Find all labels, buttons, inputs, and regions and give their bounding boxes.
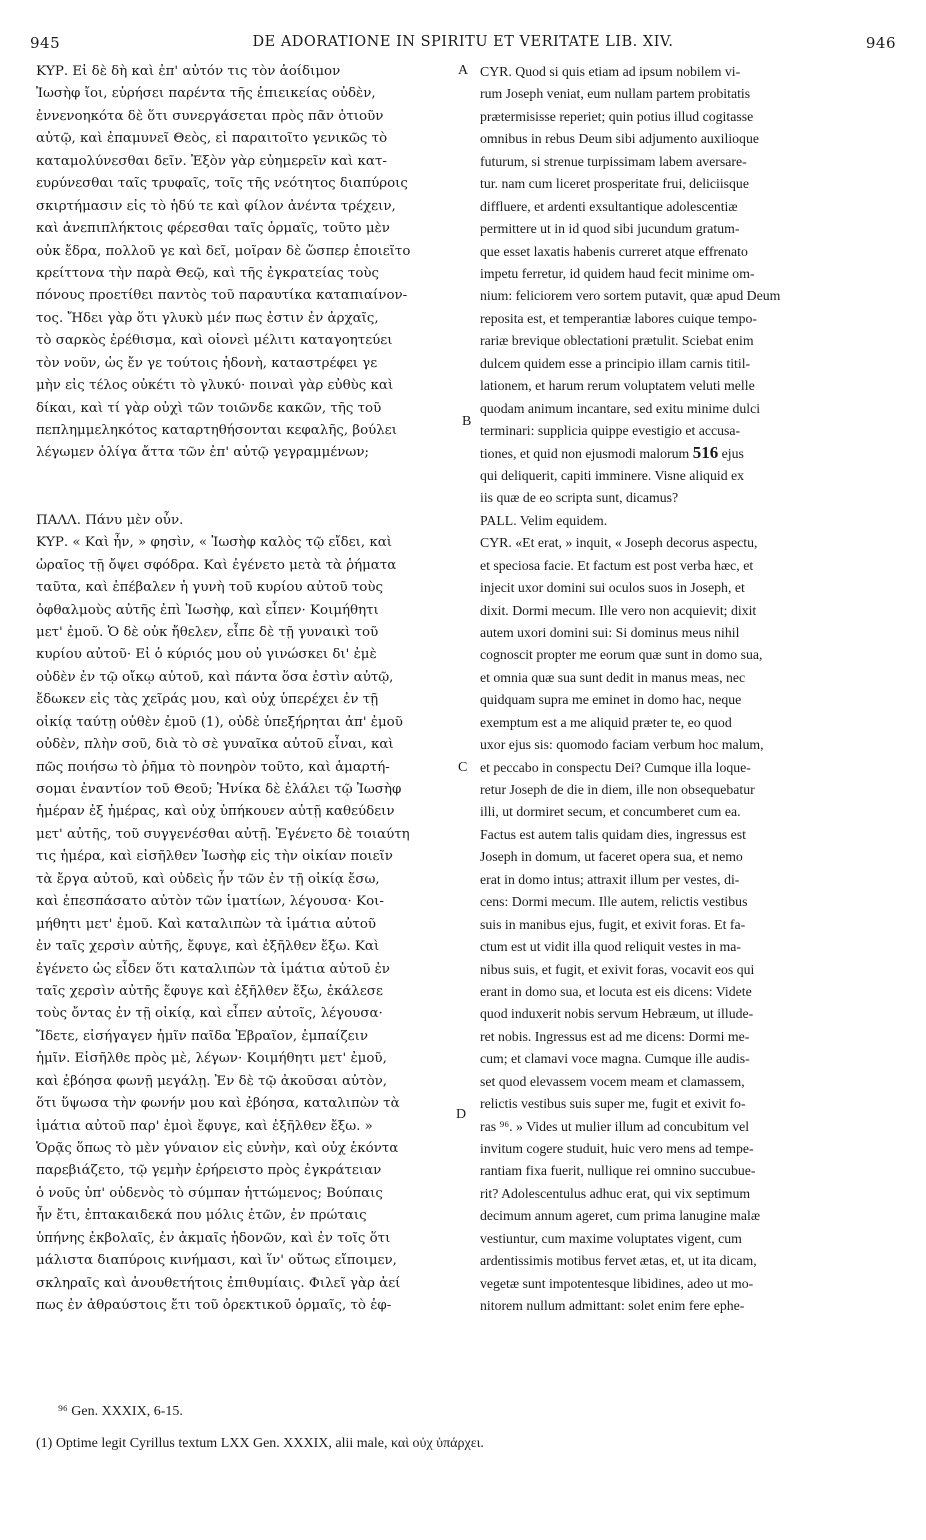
latin-text-line: exemptum est a me aliquid præter te, eo quod	[480, 714, 732, 730]
page-number-right: 946	[865, 34, 896, 52]
greek-text-line: ΠΑΛΛ. Πάνυ μὲν οὖν.	[36, 512, 184, 528]
latin-text-line: et omnia quæ sua sunt dedit in manus meas, nec	[480, 669, 746, 685]
latin-text-line: Joseph in domum, ut faceret opera sua, et nemo	[480, 849, 743, 865]
greek-text-line: οὐκ ἔδρα, πολλοῦ γε καὶ δεῖ, μοῖραν δὲ ὥσπερ ἐποιεῖτο	[36, 243, 411, 259]
greek-text-line: σκιρτήμασιν εἰς τὸ ἡδύ τε καὶ φίλον ἀνέντα τρέχειν,	[36, 198, 396, 214]
latin-text-line: Factus est autem talis quidam dies, ingressus est	[480, 826, 746, 842]
greek-text-line: λέγωμεν ὀλίγα ἄττα τῶν ἐπ' αὐτῷ γεγραμμένων;	[36, 445, 369, 461]
footnote-96: ⁹⁶ Gen. XXXIX, 6-15.	[58, 1404, 183, 1419]
greek-text-line: οὐδὲν, πλὴν σοῦ, διὰ τὸ σὲ γυναῖκα αὐτοῦ εἶναι, καὶ	[36, 737, 394, 753]
greek-text-line: ἡμέραν ἐξ ἡμέρας, καὶ οὐχ ὑπήκουεν αὐτῇ καθεύδειν	[36, 804, 395, 820]
greek-text-line: μάλιστα διαπύροις κινήμασι, καὶ ἵν' οὕτως εἴποιμεν,	[36, 1253, 397, 1269]
greek-text-line: ευρύνεσθαι ταῖς τρυφαῖς, τοῖς τῆς νεότητος διαπύροις	[36, 176, 408, 192]
latin-text-line: vestiuntur, cum maxime voluptates vigent, cum	[480, 1230, 742, 1246]
latin-text-line: cognoscit propter me eorum quæ sunt in domo sua,	[480, 647, 763, 663]
latin-text-line: iis quæ de eo scripta sunt, dicamus?	[480, 490, 679, 506]
greek-text-line: ταῦτα, καὶ ἐπέβαλεν ἡ γυνὴ τοῦ κυρίου αὐτοῦ τοὺς	[36, 580, 383, 596]
greek-text-line: καὶ ἀνεπιπλήκτοις φέρεσθαι ταῖς ὁρμαῖς, τοῦτο μὲν	[36, 221, 390, 237]
margin-marker-b: B	[462, 414, 472, 429]
latin-column	[480, 61, 892, 1318]
latin-text-line: quidquam supra me eminet in domo hac, neque	[480, 692, 742, 708]
footnote-1: (1) Optime legit Cyrillus textum LXX Gen. XXXIX, alii male, καὶ οὐχ ὑπάρχει.	[36, 1436, 484, 1451]
latin-text-line: reposita est, et temperantiæ labores cuique tempo-	[480, 310, 757, 326]
latin-text-line: erant in domo sua, et locuta est eis dicens: Videte	[480, 983, 752, 999]
latin-text-line: dixit. Dormi mecum. Ille vero non acquievit; dixit	[480, 602, 757, 618]
greek-text-line: ἦν ἔτι, ἑπτακαιδεκά που μόλις ἐτῶν, ἐν πρώταις	[36, 1208, 367, 1224]
greek-text-line: πεπλημμεληκότος καταρτηθήσονται κεφαλῆς, βούλει	[36, 423, 397, 438]
latin-text-line: ctum est ut vidit illa quod reliquit vestes in ma-	[480, 939, 741, 955]
greek-text-line: ὑπήνης ἐκβολαῖς, ἐν ἀκμαῖς ἡδονῶν, καὶ ἐν τοῖς ὅτι	[36, 1230, 391, 1246]
greek-text-line: οὐδὲν ἐν τῷ οἴκῳ αὐτοῦ, καὶ πάντα ὅσα ἐστὶν αὐτῷ,	[36, 669, 394, 685]
greek-text-line: ταῖς χερσὶν αὐτῆς ἔφυγε καὶ ἐξῆλθεν ἔξω, ἐκάλεσε	[36, 983, 383, 999]
latin-text-line: autem uxori domini sui: Si dominus meus nihil	[480, 624, 740, 640]
latin-text-line: CYR. Quod si quis etiam ad ipsum nobilem vi-	[480, 64, 741, 79]
latin-text-line: ret nobis. Ingressus est ad me dicens: Dormi me-	[480, 1028, 750, 1044]
greek-text-line: μὴν εἰς τέλος οὐκέτι τὸ γλυκύ· ποιναὶ γὰρ εὐθὺς καὶ	[36, 378, 394, 394]
latin-text-line: decimum annum ageret, cum prima lanugine malæ	[480, 1208, 761, 1224]
greek-text-line: τὸν νοῦν, ὡς ἔν γε τούτοις ἡδονὴ, καταστρέφει γε	[36, 355, 378, 371]
latin-text-line: terminari: supplicia quippe evestigio et accusa-	[480, 423, 741, 438]
latin-text-line: relictis vestibus suis super me, fugit et exivit fo-	[480, 1096, 746, 1112]
latin-text-line: qui deliquerit, capiti imminere. Visne aliquid ex	[480, 467, 745, 483]
greek-text-line: καὶ ἐβόησα φωνῇ μεγάλῃ. Ἐν δὲ τῷ ἀκοῦσαι αὐτὸν,	[36, 1073, 388, 1089]
margin-marker-c: C	[458, 760, 468, 775]
running-title: DE ADORATIONE IN SPIRITU ET VERITATE LIB. XIV.	[252, 34, 674, 50]
greek-text-line: ἐν ταῖς χερσὶν αὐτῆς, ἔφυγε, καὶ ἐξῆλθεν ἔξω. Καὶ	[36, 939, 380, 955]
latin-text-line: prætermisisse reperiet; quin potius illud cogitasse	[480, 108, 754, 124]
latin-text-line: injecit uxor domini sui oculos suos in Joseph, et	[480, 580, 745, 596]
latin-text-line: invitum cogere studuit, huic vero mens ad tempe-	[480, 1141, 754, 1156]
greek-text-line: πως ἐν ἀθραύστοις ἔτι τοῦ ὀρεκτικοῦ ὁρμαῖς, τὸ ἐφ-	[36, 1298, 392, 1314]
greek-text-line: πῶς ποιήσω τὸ ῥῆμα τὸ πονηρὸν τοῦτο, καὶ ἁμαρτή-	[36, 759, 390, 775]
latin-text-line: dulcem quidem esse a principio illam carnis titil-	[480, 355, 751, 371]
greek-text-line: μήθητι μετ' ἐμοῦ. Καὶ καταλιπὼν τὰ ἱμάτια αὐτοῦ	[36, 916, 377, 932]
latin-text-line: tiones, et quid non ejusmodi malorum 516 ejus	[480, 443, 744, 463]
greek-text-line: καταμολύνεσθαι δεῖν. Ἐξὸν γὰρ εὐημερεῖν καὶ κατ-	[36, 153, 387, 169]
latin-text-line: rantiam fixa fuerit, nullique rei omnino succubue-	[480, 1163, 756, 1179]
latin-text-line: illi, ut dormiret secum, et concumberet cum ea.	[480, 804, 741, 820]
latin-text-line: ras ⁹⁶. » Vides ut mulier illum ad concubitum vel	[480, 1118, 750, 1134]
greek-text-line: Ἰωσὴφ ἴοι, εὑρήσει παρέντα τῆς ἐπιεικείας οὐδὲν,	[36, 86, 376, 102]
greek-text-line: ὀφθαλμοὺς αὐτῆς ἐπὶ Ἰωσὴφ, καὶ εἶπεν· Κοιμήθητι	[36, 602, 379, 618]
page-number-left: 945	[30, 34, 61, 52]
latin-text-line: et speciosa facie. Et factum est post verba hæc, et	[480, 557, 754, 573]
greek-text-line: μετ' αὐτῆς, τοῦ συγγενέσθαι αὐτῇ. Ἐγένετο δὲ τοιαύτη	[36, 826, 410, 842]
greek-text-line: τις ἡμέρα, καὶ εἰσῆλθεν Ἰωσὴφ εἰς τὴν οἰκίαν ποιεῖν	[36, 849, 393, 865]
greek-text-line: ἡμῖν. Εἰσῆλθε πρὸς μὲ, λέγων· Κοιμήθητι μετ' ἐμοῦ,	[36, 1051, 387, 1067]
greek-text-line: Ὁρᾷς ὅπως τὸ μὲν γύναιον εἰς εὐνὴν, καὶ οὐχ ἑκόντα	[36, 1141, 399, 1156]
greek-text-line: ὁ νοῦς ὑπ' οὐδενὸς τὸ σύμπαν ἡττώμενος; Βούπαις	[36, 1185, 383, 1201]
greek-text-line: τος. Ἤδει γὰρ ὅτι γλυκὺ μέν πως ἐστιν ἐν ἀρχαῖς,	[36, 310, 379, 326]
greek-text-line: σκληραῖς καὶ ἀνουθετήτοις ἐπιθυμίαις. Φιλεῖ γὰρ ἀεί	[36, 1275, 401, 1291]
greek-text-line: αὐτῷ, καὶ ἐπαμυνεῖ Θεὸς, εἰ παραιτοῖτο γενικῶς τὸ	[36, 131, 388, 147]
greek-text-line: ἐγένετο ὡς εἶδεν ὅτι καταλιπὼν τὰ ἱμάτια αὐτοῦ ἐν	[36, 961, 390, 977]
latin-text-line: tur. nam cum liceret prosperitate frui, deliciisque	[480, 176, 749, 192]
latin-text-line: diffluere, et ardenti exsultantique adolescentiæ	[480, 198, 738, 214]
latin-text-line: retur Joseph de die in diem, ille non obsequebatur	[480, 782, 755, 797]
latin-text-line: impetu ferretur, id quidem haud fecit minime om-	[480, 265, 755, 281]
latin-text-line: omnibus in rebus Deum sibi adjumento auxilioque	[480, 131, 759, 147]
latin-text-line: PALL. Velim equidem.	[480, 512, 608, 528]
margin-marker-a: A	[458, 63, 469, 78]
greek-text-line: μετ' ἐμοῦ. Ὁ δὲ οὐκ ἤθελεν, εἶπε δὲ τῇ γυναικὶ τοῦ	[36, 624, 379, 640]
greek-text-line: πόνους προετίθει παντὸς τοῦ παραυτίκα καταπιαίνον-	[36, 288, 408, 304]
page-reference-number: 516	[692, 443, 719, 463]
greek-column	[36, 61, 456, 1318]
latin-text-line: nitorem nullum admittant: solet enim fere ephe-	[480, 1298, 745, 1314]
greek-text-line: κυρίου αὐτοῦ· Εἰ ὁ κύριός μου οὐ γινώσκει δι' ἐμὲ	[36, 647, 377, 663]
latin-text-line: quodam animum incantare, sed exitu minime dulci	[480, 400, 761, 416]
latin-text-line: nibus suis, et fugit, et exivit foras, vocavit eos qui	[480, 961, 755, 977]
greek-text-line: ὅτι ὕψωσα τὴν φωνήν μου καὶ ἐβόησα, καταλιπὼν τὰ	[36, 1096, 400, 1112]
greek-text-line: κρείττονα τὴν παρὰ Θεῷ, καὶ τῆς ἐγκρατείας τοὺς	[36, 265, 380, 281]
greek-text-line: τοὺς ὄντας ἐν τῇ οἰκίᾳ, καὶ εἶπεν αὐτοῖς, λέγουσα·	[36, 1006, 383, 1022]
greek-text-line: δίκαι, καὶ τί γὰρ οὐχὶ τῶν τοιῶνδε κακῶν, τῆς τοῦ	[36, 400, 382, 416]
latin-text-line: cens: Dormi mecum. Ille autem, relictis vestibus	[480, 894, 748, 910]
latin-text-line: nium: feliciorem vero sortem putavit, quæ apud Deum	[480, 288, 781, 304]
greek-text-line: τὰ ἔργα αὐτοῦ, καὶ οὐδεὶς ἦν τῶν ἐν τῇ οἰκίᾳ ἔσω,	[36, 871, 380, 887]
greek-text-line: τὸ σαρκὸς ἐρέθισμα, καὶ οἱονεὶ μέλιτι καταγοητεύει	[36, 333, 393, 349]
latin-text-line: set quod elevassem vocem meam et clamassem,	[480, 1073, 745, 1089]
latin-text-line: erat in domo intus; attraxit illum per vestes, di-	[480, 871, 740, 887]
greek-text-line	[36, 465, 456, 487]
greek-text-line: ΚΥΡ. Εἰ δὲ δὴ καὶ ἐπ' αὐτόν τις τὸν ἀοίδιμον	[36, 64, 341, 79]
greek-text-line: ἔδωκεν εἰς τὰς χεῖράς μου, καὶ οὐχ ὑπερέχει ἐν τῇ	[36, 692, 379, 708]
latin-text-line: suis in manibus ejus, fugit, et exivit foras. Et fa-	[480, 916, 746, 932]
greek-text-line: καὶ ἐπεσπάσατο αὐτὸν τῶν ἱματίων, λέγουσα· Κοι-	[36, 894, 384, 910]
latin-text-line: et peccabo in conspectu Dei? Cumque illa loque-	[480, 759, 751, 775]
latin-text-line: ardentissimis motibus fervet ætas, et, ut ita dicam,	[480, 1253, 757, 1269]
latin-text-line: lationem, et harum rerum voluptatem veluti melle	[480, 378, 755, 394]
page-header	[30, 34, 896, 56]
margin-marker-d: D	[456, 1107, 467, 1122]
latin-text-line: futurum, si strenue turpissimam labem aversare-	[480, 153, 747, 169]
latin-text-line: uxor ejus sis: quomodo faciam verbum hoc malum,	[480, 737, 764, 753]
latin-text-line: quod induxerit nobis servum Hebræum, ut illude-	[480, 1006, 754, 1022]
greek-text-line: ὡραῖος τῇ ὄψει σφόδρα. Καὶ ἐγένετο μετὰ τὰ ῥήματα	[36, 557, 397, 573]
latin-text-line: que esset laxatis habenis curreret atque effrenato	[480, 243, 748, 259]
greek-text-line: ἐννενοηκότα δὲ ὅτι συνεργάσεται πρὸς πᾶν ὁτιοῦν	[36, 108, 384, 124]
greek-text-line: ΚΥΡ. « Καὶ ἦν, » φησὶν, « Ἰωσὴφ καλὸς τῷ εἴδει, καὶ	[36, 535, 392, 551]
latin-text-line: cum; et clamavi voce magna. Cumque ille audis-	[480, 1051, 750, 1067]
greek-text-line: οἰκίᾳ ταύτῃ οὐθὲν ἐμοῦ (1), οὐδὲ ὑπεξήρηται ἀπ' ἐμοῦ	[36, 714, 403, 730]
greek-text-line: σομαι ἐναντίον τοῦ Θεοῦ; Ἡνίκα δὲ ἐλάλει τῷ Ἰωσὴφ	[36, 782, 402, 797]
greek-text-line: ἱμάτια αὐτοῦ παρ' ἐμοὶ ἔφυγε, καὶ ἐξῆλθεν ἔξω. »	[36, 1118, 373, 1134]
latin-text-line: permittere ut in id quod sibi jucundum gratum-	[480, 221, 740, 237]
latin-text-line: rum Joseph veniat, eum nullam partem probitatis	[480, 86, 751, 102]
latin-text-line: rit? Adolescentulus adhuc erat, qui vix septimum	[480, 1185, 751, 1201]
greek-text-line	[36, 487, 456, 509]
latin-text-line: rariæ brevique oblectationi prætulit. Sciebat enim	[480, 333, 754, 349]
greek-text-line: Ἴδετε, εἰσήγαγεν ἡμῖν παῖδα Ἑβραῖον, ἐμπαίζειν	[36, 1028, 368, 1044]
latin-text-line: CYR. «Et erat, » inquit, « Joseph decorus aspectu,	[480, 535, 758, 551]
greek-text-line: παρεβιάζετο, τῷ γεμὴν ἐρήρειστο πρὸς ἐγκράτειαν	[36, 1163, 382, 1179]
latin-text-line: vegetæ sunt impotentesque libidines, adeo ut mo-	[480, 1275, 754, 1291]
